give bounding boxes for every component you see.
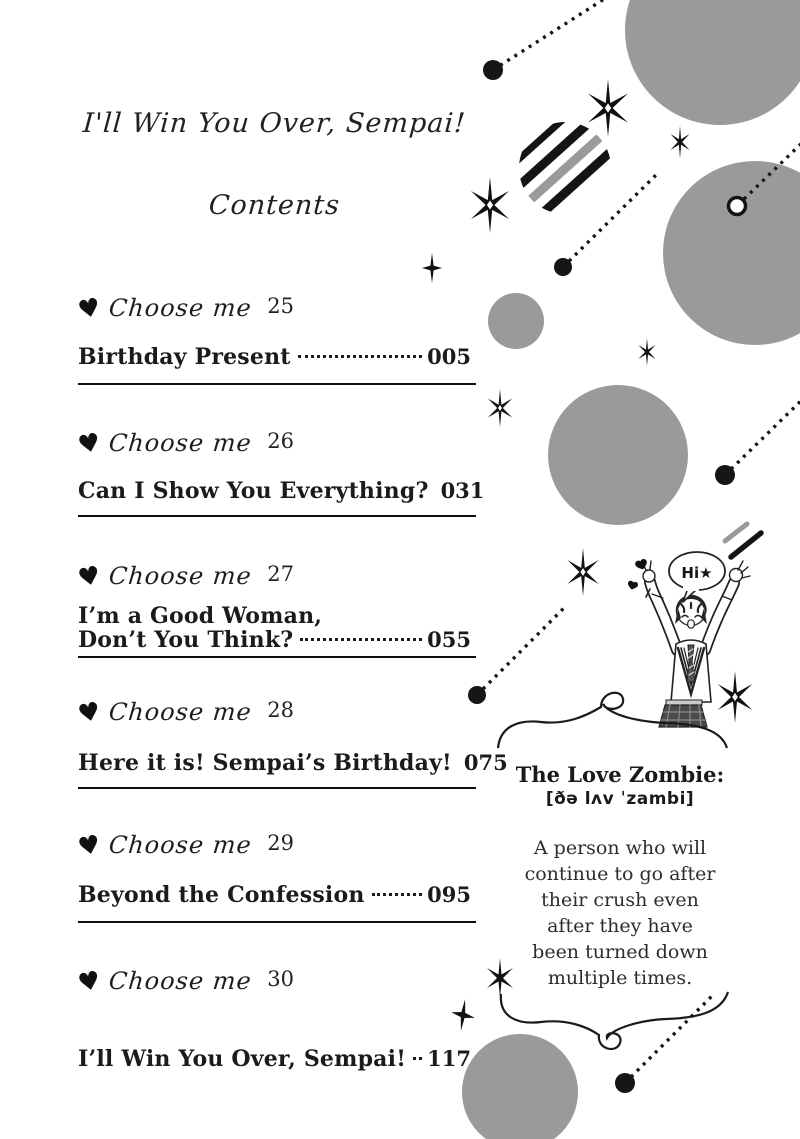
definition-term: The Love Zombie: [515,762,725,787]
chapter-number: 25 [267,294,294,318]
page-title: I'll Win You Over, Sempai! [81,108,468,139]
heart-icon: ♥ [75,291,104,325]
contents-heading: Contents [207,190,342,221]
chapter-title-row [78,750,508,776]
ring-dot-icon [729,198,746,215]
chapter-number: 30 [267,967,294,991]
chapter-header [75,426,294,460]
chapter-header [75,291,294,325]
chapter-header [75,695,294,729]
chapter-header [75,964,294,998]
chapter-number: 26 [267,429,294,453]
divider [78,656,476,658]
definition-pronunciation: [ðə lʌv ˈzambi] [545,789,695,809]
chapter-title: Birthday Present [78,344,291,370]
toc-entry [75,426,485,523]
dot-leader [300,638,422,641]
definition-line: been turned down [532,941,708,963]
speed-line [725,524,747,541]
series-label: Choose me [108,562,254,590]
definition-body [500,835,740,991]
dot-leader [298,355,423,358]
chapter-number: 28 [267,698,294,722]
chapter-header [75,828,294,862]
chapter-title-row [78,478,485,504]
page-number: 005 [427,344,471,369]
page-number: 095 [427,882,471,907]
definition-line: their crush even [541,889,699,911]
dot-leader [372,893,423,896]
divider [78,787,476,789]
toc-entry [75,964,471,1076]
chapter-number: 27 [267,562,294,586]
chapter-title: I’ll Win You Over, Sempai! [78,1046,407,1072]
chapter-title-row [78,603,471,629]
toc-entry [75,828,471,925]
chapter-title-line2: Don’t You Think? [78,627,294,653]
definition-line: multiple times. [547,967,693,989]
speed-line [731,533,761,557]
page-number: 117 [427,1046,471,1071]
definition-box [500,762,740,991]
heart-icon: ♥ [75,828,104,862]
gray-circle [625,0,800,125]
heart-icon: ♥ [75,559,104,593]
gray-circle [548,385,688,525]
toc-entry [75,291,471,388]
divider [78,383,476,385]
chapter-title-row [78,1046,471,1072]
heart-icon: ♥ [75,964,104,998]
chapter-title: Here it is! Sempai’s Birthday! [78,750,452,776]
page-number: 075 [463,750,508,775]
page-number: 055 [427,627,471,652]
heart-icon: ♥ [75,426,104,460]
chapter-title-row [78,882,471,908]
series-label: Choose me [108,429,254,457]
series-label: Choose me [108,967,254,995]
series-label: Choose me [108,294,254,322]
striped-ball-icon [497,101,622,222]
definition-line: A person who will [533,837,707,859]
definition-line: after they have [547,915,693,937]
series-label: Choose me [108,698,254,726]
divider [78,921,476,923]
dot-leader [413,1057,422,1060]
series-label: Choose me [108,831,254,859]
chapter-number: 29 [267,831,294,855]
divider [78,515,476,517]
chapter-title: Beyond the Confession [78,882,365,908]
chapter-title: Can I Show You Everything? [78,478,429,504]
gray-circle [462,1034,578,1139]
chapter-title: I’m a Good Woman, [78,603,323,629]
chapter-title-row [78,627,471,653]
page-number: 031 [440,478,485,503]
chapter-header [75,559,294,593]
speech-text: Hi★ [681,564,713,582]
chapter-title-row [78,344,471,370]
heart-icon: ♥ [75,695,104,729]
definition-line: continue to go after [524,863,716,885]
toc-entry [75,559,471,661]
toc-entry [75,695,508,792]
gray-circle [663,161,800,345]
character-illustration [627,524,761,727]
gray-circle [488,293,544,349]
speech-bubble [669,552,725,602]
